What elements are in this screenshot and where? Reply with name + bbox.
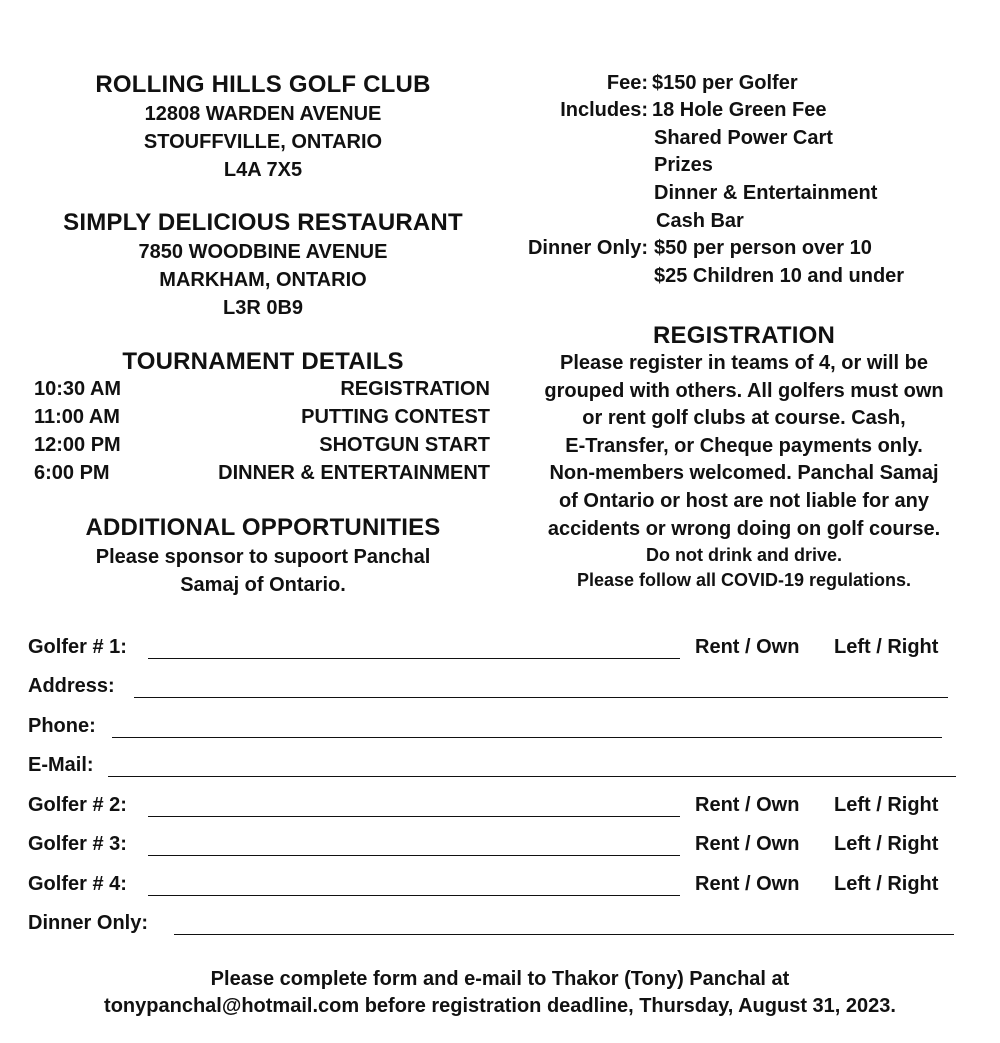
phone-label: Phone: [28, 715, 96, 737]
golfer-1-rent-own[interactable]: Rent / Own [695, 636, 800, 658]
golfer-1-field[interactable] [148, 658, 680, 659]
fee-row [428, 72, 648, 100]
registration-text: Please register in teams of 4, or will be [560, 352, 928, 374]
golfer-3-field[interactable] [148, 855, 680, 856]
phone-row [28, 715, 958, 745]
golfer-2-row [28, 794, 958, 824]
fee-value: $150 per Golfer [652, 72, 798, 94]
dinner-only-field[interactable] [174, 934, 954, 935]
golfer-4-left-right[interactable]: Left / Right [834, 873, 939, 895]
registration-text: grouped with others. All golfers must own [544, 380, 944, 402]
opportunities-text: Samaj of Ontario. [180, 574, 346, 596]
email-row [28, 754, 958, 784]
schedule-time: 6:00 PM [34, 462, 110, 484]
dinner-value: $50 per person over 10 [654, 237, 872, 259]
includes-item: Dinner & Entertainment [654, 182, 878, 204]
email-label: E-Mail: [28, 754, 94, 776]
golfer-2-field[interactable] [148, 816, 680, 817]
restaurant-block [30, 208, 496, 322]
schedule-row [34, 406, 490, 434]
golfer-1-left-right[interactable]: Left / Right [834, 636, 939, 658]
dinner-only-label: Dinner Only: [28, 912, 149, 934]
includes-row [428, 99, 648, 127]
golfer-2-rent-own[interactable]: Rent / Own [695, 794, 800, 816]
golfer-3-row [28, 833, 958, 863]
golfer-1-row [28, 636, 958, 666]
schedule-time: 10:30 AM [34, 378, 122, 400]
registration-heading: REGISTRATION [653, 322, 835, 349]
golfer-2-left-right[interactable]: Left / Right [834, 794, 939, 816]
opportunities-block [30, 513, 496, 599]
registration-text: E-Transfer, or Cheque payments only. [565, 435, 923, 457]
restaurant-name: SIMPLY DELICIOUS RESTAURANT [63, 209, 463, 236]
golfer-4-row [28, 873, 958, 903]
footer-deadline: tonypanchal@hotmail.com before registration deadline, Thursday, August 31, 2023. [104, 995, 896, 1017]
schedule-time: 11:00 AM [34, 406, 120, 428]
registration-text: accidents or wrong doing on golf course. [547, 518, 941, 540]
restaurant-postal: L3R 0B9 [222, 297, 304, 319]
golfer-3-rent-own[interactable]: Rent / Own [695, 833, 800, 855]
venue-block [30, 70, 496, 184]
schedule-event: SHOTGUN START [319, 434, 490, 456]
restaurant-city: MARKHAM, ONTARIO [159, 269, 367, 291]
includes-item: Shared Power Cart [654, 127, 833, 149]
golfer-4-label: Golfer # 4: [28, 873, 127, 895]
dinner-only-row [28, 912, 958, 942]
schedule-event: PUTTING CONTEST [301, 406, 490, 428]
registration-text: or rent golf clubs at course. Cash, [582, 407, 906, 429]
opportunities-heading: ADDITIONAL OPPORTUNITIES [85, 514, 441, 541]
venue-postal: L4A 7X5 [223, 159, 303, 181]
address-row [28, 675, 958, 705]
schedule-time: 12:00 PM [34, 434, 121, 456]
golfer-3-label: Golfer # 3: [28, 833, 127, 855]
golfer-4-field[interactable] [148, 895, 680, 896]
includes-item: Cash Bar [656, 210, 744, 232]
includes-item: Prizes [654, 154, 713, 176]
schedule-row [34, 434, 490, 462]
includes-item: 18 Hole Green Fee [652, 99, 827, 121]
registration-text: of Ontario or host are not liable for any [558, 490, 930, 512]
includes-label: Includes: [560, 99, 648, 121]
registration-text: Non-members welcomed. Panchal Samaj [549, 462, 939, 484]
address-label: Address: [28, 675, 115, 697]
phone-field[interactable] [112, 737, 942, 738]
schedule-event: REGISTRATION [340, 378, 490, 400]
dinner-label: Dinner Only: [527, 237, 648, 259]
golfer-3-left-right[interactable]: Left / Right [834, 833, 939, 855]
golfer-4-rent-own[interactable]: Rent / Own [695, 873, 800, 895]
venue-city: STOUFFVILLE, ONTARIO [143, 131, 383, 153]
email-field[interactable] [108, 776, 956, 777]
golfer-1-label: Golfer # 1: [28, 636, 127, 658]
fee-label: Fee: [606, 72, 648, 94]
dinner-row [428, 237, 648, 265]
registration-text: Do not drink and drive. [645, 545, 842, 565]
schedule-row [34, 462, 490, 490]
registration-text: Please follow all COVID-19 regulations. [576, 570, 912, 590]
restaurant-street: 7850 WOODBINE AVENUE [138, 241, 388, 263]
opportunities-text: Please sponsor to supoort Panchal [95, 546, 431, 568]
tournament-heading: TOURNAMENT DETAILS [122, 348, 404, 375]
dinner-value: $25 Children 10 and under [654, 265, 905, 287]
schedule-event: DINNER & ENTERTAINMENT [218, 462, 490, 484]
footer-instructions: Please complete form and e-mail to Thakor (Tony) Panchal at [210, 968, 790, 990]
venue-name: ROLLING HILLS GOLF CLUB [95, 71, 431, 98]
golfer-2-label: Golfer # 2: [28, 794, 127, 816]
venue-street: 12808 WARDEN AVENUE [144, 103, 382, 125]
address-field[interactable] [134, 697, 948, 698]
schedule-row [34, 378, 490, 406]
